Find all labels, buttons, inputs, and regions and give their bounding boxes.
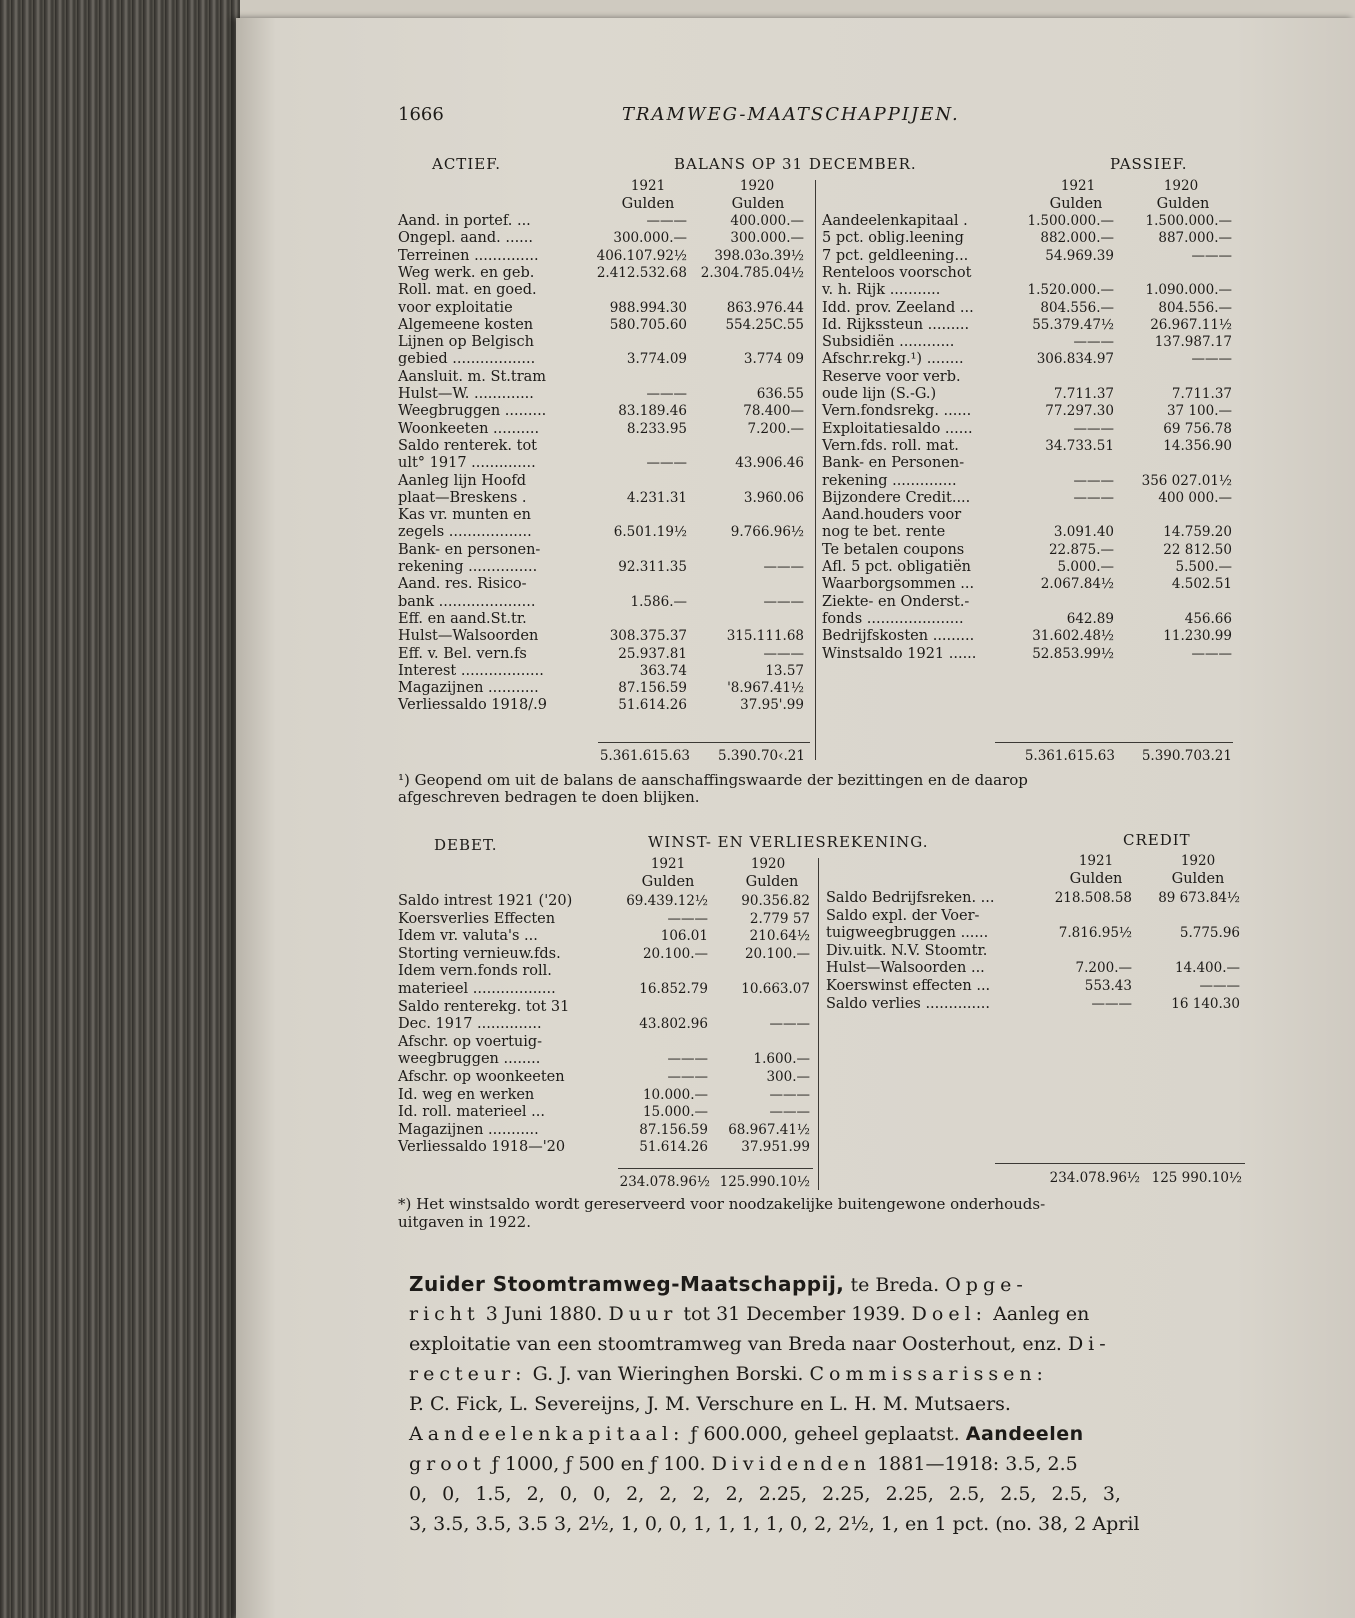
balance-left-value-1921: 92.311.35 [618,559,687,575]
pnl-left-value-1920: 10.663.07 [741,981,810,997]
balance-left-value-1920: 43.906.46 [735,455,804,472]
balance-right-line: Bijzondere Credit.... [822,489,971,506]
balance-footnote-line-1: ¹) Geopend om uit de balans de aanschaffingswaarde der bezittingen en de daarop [398,771,1028,789]
pnl-right-line: tuigweegbruggen ...... [826,925,989,942]
balance-right-value-1921: 77.297.30 [1045,403,1114,420]
pnl-left-value-1921: 43.802.96 [639,1016,708,1033]
balance-right-line: Subsidiën ............ [822,334,955,351]
balance-left-value-1921: 580.705.60 [609,316,687,333]
balance-right-line: 7 pct. geldleening... [822,247,969,264]
pnl-left-total-1921: 234.078.96½ [619,1174,710,1190]
balance-right-line: fonds ..................... [822,610,964,627]
balance-left-value-1920: ——— [763,645,804,662]
balance-left-value-1920: 400.000.— [730,213,804,229]
balance-left-line: zegels .................. [398,524,532,541]
pnl-left-value-1921: 87.156.59 [639,1121,708,1138]
balance-left-line: Roll. mat. en goed. [398,282,537,299]
balance-left-value-1920: 7.200.— [747,420,804,437]
company-name: Zuider Stoomtramweg-Maatschappij, [409,1272,845,1296]
balance-center-divider [815,180,816,760]
pnl-left-value-1921: ——— [667,1051,708,1068]
balance-left-line: Hulst—Walsoorden [398,628,539,645]
balance-left-line: Eff. v. Bel. vern.fs [398,645,527,662]
pnl-left-value-1920: ——— [769,1016,810,1033]
pnl-left-value-1921: 69.439.12½ [626,893,708,909]
label-directeur-part: Di- [1067,1333,1111,1355]
pnl-left-line: Verliessaldo 1918—'20 [398,1139,566,1156]
balance-left-value-1921: 87.156.59 [618,680,687,697]
pnl-left-year-1920: 1920 [750,856,786,872]
balance-right-line: Ziekte- en Onderst.- [822,593,970,610]
balance-right-value-1921: 1.520.000.— [1027,282,1114,299]
pnl-right-value-1921: 553.43 [1084,978,1132,994]
label-recteur: recteur: [409,1363,527,1385]
balance-right-value-1920: 4.502.51 [1171,576,1232,593]
label-doel: Doel: [911,1303,988,1325]
balance-left-value-1921: ——— [646,386,687,402]
pnl-right-value-1920: ——— [1199,978,1240,994]
entry-line-7 [409,1449,1244,1479]
balance-left-value-1921: 300.000.— [613,230,687,247]
pnl-left-line: Saldo intrest 1921 ('20) [398,893,573,909]
balance-right-value-1921: 52.853.99½ [1032,645,1114,662]
pnl-right-line: Saldo verlies .............. [826,995,990,1012]
balance-left-line: Algemeene kosten [398,316,534,333]
balance-right-value-1921: ——— [1073,472,1114,489]
balance-left-line: Weegbruggen ......... [398,403,547,420]
pnl-left-line: materieel .................. [398,981,556,997]
balance-right-line: Idd. prov. Zeeland ... [822,299,974,316]
pnl-right-line: Saldo Bedrijfsreken. ... [826,890,995,906]
entry-location: te Breda. [844,1274,946,1296]
pnl-left-line: Afschr. op woonkeeten [398,1069,565,1085]
pnl-left-year-1921: 1921 [650,856,686,872]
balance-title: BALANS OP 31 DECEMBER. [674,155,917,173]
balance-right-line: Bedrijfskosten ......... [822,628,975,645]
balance-left-value-1921: 308.375.37 [609,628,687,645]
balance-left-value-1920: 9.766.96½ [730,524,804,541]
entry-line-8: 0, 0, 1.5, 2, 0, 0, 2, 2, 2, 2, 2.25, 2.25, 2.25, 2.5, 2.5, 2.5, 3, [409,1483,1121,1505]
pnl-center-divider [818,858,819,1190]
pnl-right-unit-1920: Gulden [1171,871,1225,887]
pnl-left-value-1921: ——— [667,1069,708,1085]
balance-left-line: Saldo renterek. tot [398,437,537,454]
pnl-right-value-1920: 5.775.96 [1179,925,1240,942]
balance-left-line: Ongepl. aand. ...... [398,230,534,247]
pnl-right-value-1920: 89 673.84½ [1158,890,1240,906]
pnl-right-line: Div.uitk. N.V. Stoomtr. [826,942,988,959]
pnl-right-line: Koerswinst effecten ... [826,978,991,994]
balance-right-value-1921: 804.556.— [1040,299,1114,316]
pnl-left-value-1920: 210.64½ [749,928,810,945]
balance-left-value-1920: 3.960.06 [743,489,804,506]
pnl-left-value-1920: 300.— [766,1069,810,1085]
balance-left-value-1921: 83.189.46 [618,403,687,420]
balance-left-line: Verliessaldo 1918/.9 [398,697,547,714]
page-number: 1666 [398,104,444,125]
entry-line-5: P. C. Fick, L. Severeijns, J. M. Verschure en L. H. M. Mutsaers. [409,1393,1011,1415]
balance-right-value-1921: ——— [1073,420,1114,437]
goal-start: Aanleg en [987,1303,1090,1325]
balance-right-unit-1921: Gulden [1049,196,1103,212]
pnl-title: WINST- EN VERLIESREKENING. [648,833,929,851]
balance-left-value-1921: 51.614.26 [618,697,687,714]
balance-left-line: rekening ............... [398,559,538,575]
balance-right-value-1920: 14.356.90 [1163,437,1232,454]
pnl-left-value-1921: 16.852.79 [639,981,708,997]
balance-right-value-1920: 137.987.17 [1154,334,1232,351]
pnl-right-unit-1921: Gulden [1069,871,1123,887]
balance-left-value-1920: 315.111.68 [726,628,804,645]
balance-left-line: Magazijnen ........... [398,680,539,697]
pnl-left-value-1920: 1.600.— [753,1051,810,1068]
pnl-left-line: Dec. 1917 .............. [398,1016,542,1033]
balance-right-line: v. h. Rijk ........... [822,282,941,299]
balance-right-value-1921: 882.000.— [1040,230,1114,247]
balance-right-value-1921: 642.89 [1066,610,1114,627]
entry-line-4 [409,1359,1244,1389]
entry-line-9: 3, 3.5, 3.5, 3.5 3, 2½, 1, 0, 0, 1, 1, 1, 1, 0, 2, 2½, 1, en 1 pct. (no. 38, 2 April [409,1513,1140,1535]
entry-line-1 [409,1269,1244,1300]
pnl-left-value-1920: ——— [769,1086,810,1103]
balance-right-value-1921: 306.834.97 [1036,351,1114,368]
share-capital: ƒ 600.000, geheel geplaatst. [684,1423,966,1445]
balance-right-value-1921: 5.000.— [1057,559,1114,575]
balance-right-line: Vern.fds. roll. mat. [822,437,959,454]
pnl-left-value-1921: 51.614.26 [639,1139,708,1156]
balance-left-line: Aansluit. m. St.tram [398,368,547,385]
balance-left-line: ult° 1917 .............. [398,455,536,472]
pnl-right-value-1921: ——— [1091,995,1132,1012]
balance-right-value-1921: 54.969.39 [1045,247,1114,264]
balance-right-line: Aand.houders voor [822,507,962,524]
entry-line-3 [409,1329,1244,1359]
balance-right-value-1920: 400 000.— [1158,489,1232,506]
pnl-left-value-1920: 37.951.99 [741,1139,810,1156]
pnl-footnote-line-2: uitgaven in 1922. [398,1213,531,1231]
balance-footnote-line-2: afgeschreven bedragen te doen blijken. [398,788,700,806]
balance-right-line: 5 pct. oblig.leening [822,230,964,247]
balance-left-value-1920: '8.967.41½ [727,680,804,697]
balance-right-line: Renteloos voorschot [822,264,972,281]
duration: tot 31 December 1939. [677,1303,912,1325]
label-aandeelenkapitaal: Aandeelenkapitaal: [409,1423,685,1445]
pnl-left-line: weegbruggen ........ [398,1051,541,1068]
balance-left-value-1920: 863.976.44 [726,299,804,316]
balance-left-value-1921: 4.231.31 [626,489,687,506]
balance-right-line: rekening .............. [822,472,957,489]
balance-right-value-1920: 5.500.— [1175,559,1232,575]
balance-right-value-1920: 7.711.37 [1171,386,1232,402]
balance-right-value-1921: 31.602.48½ [1032,628,1114,645]
label-commissarissen: Commissarissen: [809,1363,1048,1385]
pnl-left-total-1920: 125.990.10½ [719,1174,810,1190]
balance-left-line: Eff. en aand.St.tr. [398,610,527,627]
pnl-left-value-1920: 90.356.82 [741,893,810,909]
balance-right-value-1921: 1.500.000.— [1027,213,1114,229]
pnl-left-line: Magazijnen ........... [398,1121,539,1138]
balance-left-total-1921: 5.361.615.63 [599,748,690,764]
pnl-footnote-line-1: *) Het winstsaldo wordt gereserveerd voor noodzakelijke buitengewone onderhouds- [398,1195,1046,1213]
balance-right-value-1921: 3.091.40 [1053,524,1114,541]
balance-left-total-rule [598,742,810,743]
balance-right-value-1921: ——— [1073,489,1114,506]
balance-right-value-1921: 7.711.37 [1053,386,1114,402]
balance-right-line: Exploitatiesaldo ...... [822,420,973,437]
balance-right-value-1920: 14.759.20 [1163,524,1232,541]
balance-left-value-1920: 3.774 09 [743,351,804,368]
balance-right-value-1920: ——— [1191,351,1232,368]
balance-right-year-1921: 1921 [1060,178,1096,194]
founding-date: 3 Juni 1880. [479,1303,609,1325]
balance-left-line: Aand. res. Risico- [398,576,527,593]
balance-left-value-1920: ——— [763,559,804,575]
label-aandeelen: Aandeelen [965,1423,1084,1445]
pnl-right-total-rule [995,1163,1245,1164]
pnl-left-value-1921: 10.000.— [642,1086,708,1103]
balance-right-value-1920: 11.230.99 [1163,628,1232,645]
balance-left-value-1921: 8.233.95 [626,420,687,437]
pnl-left-value-1920: 20.100.— [744,945,810,962]
pnl-left-line: Id. roll. materieel ... [398,1104,545,1121]
balance-left-value-1921: 6.501.19½ [613,524,687,541]
balance-right-value-1920: 456.66 [1184,610,1232,627]
pnl-left-total-rule [618,1168,813,1169]
pnl-left-line: Idem vern.fonds roll. [398,963,552,980]
pnl-left-line: Saldo renterekg. tot 31 [398,998,570,1015]
share-denominations: ƒ 1000, ƒ 500 en ƒ 100. [485,1453,712,1475]
book-page-edges [0,0,240,1618]
balance-right-line: Afschr.rekg.¹) ........ [822,351,964,368]
balance-left-line: gebied .................. [398,351,536,368]
pnl-left-unit-1921: Gulden [641,874,695,890]
balance-left-line: Aanleg lijn Hoofd [398,472,527,489]
balance-right-unit-1920: Gulden [1156,196,1210,212]
balance-left-line: Interest .................. [398,662,544,679]
pnl-right-value-1920: 16 140.30 [1171,995,1240,1012]
balance-right-total-1920: 5.390.703.21 [1141,748,1232,764]
pnl-right-value-1921: 7.200.— [1075,960,1132,977]
balance-right-total-1921: 5.361.615.63 [1024,748,1115,764]
balance-right-line: Vern.fondsrekg. ...... [822,403,972,420]
balance-left-value-1920: 13.57 [765,662,804,679]
balance-left-unit-1920: Gulden [731,196,785,212]
pnl-right-value-1921: 218.508.58 [1054,890,1132,906]
balance-right-value-1921: 34.733.51 [1045,437,1114,454]
entry-line-6 [409,1419,1244,1449]
pnl-right-year-1920: 1920 [1180,853,1216,869]
balance-right-line: nog te bet. rente [822,524,946,541]
balance-left-line: voor exploitatie [398,299,513,316]
balance-left-line: Woonkeeten .......... [398,420,540,437]
entry-line-2 [409,1299,1244,1329]
pnl-left-value-1920: 68.967.41½ [728,1121,810,1138]
balance-left-value-1921: 1.586.— [630,593,687,610]
balance-right-value-1921: 22.875.— [1048,541,1114,558]
balance-right-value-1920: 1.090.000.— [1145,282,1232,299]
label-richt: richt [409,1303,480,1325]
balance-left-line: Terreinen .............. [398,247,539,264]
balance-right-line: Afl. 5 pct. obligatiën [822,559,971,575]
pnl-left-value-1920: ——— [769,1104,810,1121]
label-dividenden: Dividenden [711,1453,872,1475]
pnl-right-value-1920: 14.400.— [1174,960,1240,977]
balance-right-line: Waarborgsommen ... [822,576,975,593]
balance-left-unit-1921: Gulden [621,196,675,212]
pnl-left-value-1921: ——— [667,910,708,927]
balance-right-line: Reserve voor verb. [822,368,961,385]
balance-right-year-1920: 1920 [1163,178,1199,194]
balance-right-value-1921: ——— [1073,334,1114,351]
pnl-left-line: Id. weg en werken [398,1086,535,1103]
balance-left-value-1921: 2.412.532.68 [596,264,687,281]
pnl-left-line: Idem vr. valuta's ... [398,928,538,945]
balance-right-value-1920: ——— [1191,645,1232,662]
balance-right-line: Winstsaldo 1921 ...... [822,645,977,662]
pnl-left-value-1921: 20.100.— [642,945,708,962]
balance-left-line: bank ..................... [398,593,536,610]
balance-right-value-1920: 804.556.— [1158,299,1232,316]
pnl-left-value-1921: 106.01 [660,928,708,945]
balance-right-value-1920: 1.500.000.— [1145,213,1232,229]
balance-left-year-1921: 1921 [630,178,666,194]
balance-left-value-1920: 37.95'.99 [740,697,804,714]
balance-right-line: Te betalen coupons [822,541,965,558]
balance-left-value-1920: 636.55 [756,386,804,402]
balance-left-value-1920: 2.304.785.04½ [700,264,804,281]
balance-left-value-1921: 25.937.81 [618,645,687,662]
balance-right-value-1920: 26.967.11½ [1150,316,1232,333]
balance-left-total-1920: 5.390.70‹.21 [718,748,805,764]
balance-right-line: Bank- en Personen- [822,455,965,472]
pnl-right-value-1921: 7.816.95½ [1058,925,1132,942]
label-duur: Duur [608,1303,678,1325]
director-name: G. J. van Wieringhen Borski. [526,1363,810,1385]
balance-left-value-1920: 78.400— [743,403,804,420]
pnl-right-total-1920: 125 990.10½ [1151,1170,1242,1186]
balance-right-value-1920: 356 027.01½ [1141,472,1232,489]
pnl-left-line: Koersverlies Effecten [398,910,556,927]
goal-text: exploitatie van een stoomtramweg van Breda naar Oosterhout, enz. [409,1333,1068,1355]
balance-right-value-1920: ——— [1191,247,1232,264]
balance-left-value-1921: ——— [646,213,687,229]
pnl-right-heading: CREDIT [1123,831,1191,849]
running-title: TRAMWEG-MAATSCHAPPIJEN. [622,104,960,125]
balance-right-line: Aandeelenkapitaal . [822,213,968,229]
balance-left-value-1920: 300.000.— [730,230,804,247]
balance-right-line: Id. Rijkssteun ......... [822,316,970,333]
pnl-right-year-1921: 1921 [1078,853,1114,869]
pnl-right-total-1921: 234.078.96½ [1049,1170,1140,1186]
pnl-left-value-1921: 15.000.— [642,1104,708,1121]
balance-left-line: plaat—Breskens . [398,489,527,506]
balance-right-value-1921: 55.379.47½ [1032,316,1114,333]
balance-left-value-1920: 554.25C.55 [725,316,804,333]
balance-left-heading: ACTIEF. [432,155,502,173]
balance-left-value-1921: 3.774.09 [626,351,687,368]
label-groot: groot [409,1453,486,1475]
balance-right-total-rule [995,742,1233,743]
balance-left-line: Aand. in portef. ... [398,213,531,229]
balance-left-value-1921: 406.107.92½ [596,247,687,264]
balance-left-year-1920: 1920 [739,178,775,194]
pnl-left-value-1920: 2.779 57 [749,910,810,927]
balance-right-value-1920: 887.000.— [1158,230,1232,247]
pnl-left-unit-1920: Gulden [745,874,799,890]
dividends-start: 1881—1918: 3.5, 2.5 [871,1453,1078,1475]
balance-left-line: Kas vr. munten en [398,507,531,524]
balance-left-value-1921: ——— [646,455,687,472]
label-opgericht-part: Opge- [945,1274,1028,1296]
balance-left-line: Hulst—W. ............. [398,386,534,402]
pnl-left-line: Afschr. op voertuig- [398,1033,543,1050]
balance-right-line: oude lijn (S.-G.) [822,386,937,402]
balance-left-line: Weg werk. en geb. [398,264,535,281]
balance-right-value-1921: 2.067.84½ [1040,576,1114,593]
pnl-left-line: Storting vernieuw.fds. [398,945,561,962]
pnl-left-heading: DEBET. [434,836,498,854]
balance-left-line: Lijnen op Belgisch [398,334,534,351]
balance-left-value-1921: 988.994.30 [609,299,687,316]
pnl-right-line: Hulst—Walsoorden ... [826,960,985,977]
balance-right-value-1920: 22 812.50 [1163,541,1232,558]
balance-right-value-1920: 69 756.78 [1163,420,1232,437]
balance-right-value-1920: 37 100.— [1166,403,1232,420]
balance-left-value-1920: ——— [763,593,804,610]
balance-left-value-1921: 363.74 [639,662,687,679]
balance-left-line: Bank- en personen- [398,541,541,558]
balance-right-heading: PASSIEF. [1110,155,1188,173]
balance-left-value-1920: 398.03o.39½ [714,247,804,264]
pnl-right-line: Saldo expl. der Voer- [826,907,980,924]
